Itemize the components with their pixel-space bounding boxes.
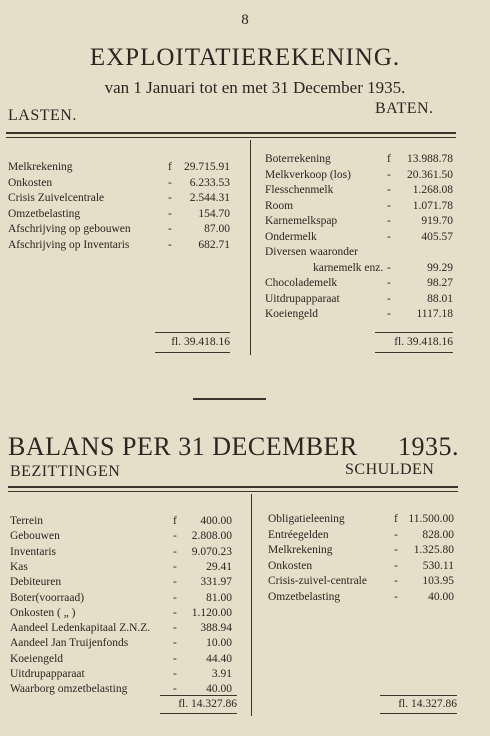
row-label: Afschrijving op gebouwen	[8, 223, 131, 235]
row-amount: 6.233.53	[189, 176, 230, 189]
exploitatie-subtitle: van 1 Januari tot en met 31 December 1935.	[104, 78, 406, 97]
ledger-row	[10, 514, 232, 528]
row-label: Diversen waaronder	[265, 246, 358, 258]
balans-top-rule-2	[8, 491, 458, 492]
row-amount: 29.41	[206, 560, 232, 573]
bezittingen-header: BEZITTINGEN	[10, 463, 121, 480]
row-currency-sign: -	[387, 230, 391, 243]
row-label: Melkverkoop (los)	[265, 168, 351, 181]
row-amount: 20.361.50	[407, 168, 453, 181]
row-label: Melkrekening	[8, 161, 73, 173]
row-amount: 1.325.80	[413, 544, 454, 556]
row-amount: 88.01	[427, 292, 453, 305]
row-currency-sign: -	[387, 308, 391, 320]
row-currency-sign: -	[387, 215, 391, 227]
lasten-total: fl. 39.418.16	[171, 336, 230, 348]
row-label: Melkrekening	[268, 544, 333, 556]
ledger-row	[265, 199, 453, 213]
balans-year: 1935.	[398, 432, 459, 461]
row-currency-sign: f	[394, 513, 398, 525]
ledger-row	[10, 667, 232, 681]
ledger-row	[268, 512, 454, 526]
exploitatie-top-rule-2	[6, 137, 456, 138]
ledger-row	[265, 168, 453, 182]
bezittingen-total-underline	[160, 713, 237, 714]
row-label: Koeiengeld	[265, 308, 319, 320]
ledger-row	[10, 529, 232, 543]
lasten-total-underline	[155, 352, 230, 353]
row-label: Aandeel Jan Truijenfonds	[10, 637, 129, 650]
row-label: Koeiengeld	[10, 652, 64, 665]
row-currency-sign: -	[173, 530, 177, 543]
row-label: Room	[265, 199, 294, 212]
row-amount: 10.00	[206, 637, 232, 650]
row-currency-sign: -	[168, 192, 172, 204]
row-label: Onkosten	[8, 176, 53, 189]
row-label: Kas	[10, 560, 28, 573]
row-currency-sign: -	[168, 223, 172, 235]
ledger-row	[265, 307, 453, 321]
page-number: 8	[241, 12, 249, 28]
row-currency-sign: -	[173, 576, 177, 589]
row-label: Flesschenmelk	[265, 184, 334, 196]
row-amount: 9.070.23	[191, 545, 232, 558]
balans-divider	[251, 494, 252, 716]
baten-total-underline	[375, 352, 453, 353]
exploitatie-divider	[250, 140, 251, 355]
ledger-row	[268, 590, 454, 604]
row-amount: 13.988.78	[407, 153, 453, 165]
row-label: Ondermelk	[265, 230, 317, 243]
row-amount: 400.00	[200, 515, 232, 527]
ledger-row	[268, 528, 454, 542]
ledger-row	[10, 545, 232, 559]
row-currency-sign: -	[173, 622, 177, 635]
ledger-row	[8, 222, 230, 236]
ledger-row	[265, 245, 453, 259]
exploitatie-title: EXPLOITATIEREKENING.	[89, 44, 401, 71]
row-amount: 99.29	[427, 261, 453, 274]
row-amount: 44.40	[206, 652, 232, 665]
row-label: Entréegelden	[268, 528, 329, 541]
row-currency-sign: f	[168, 161, 172, 173]
balans-top-rule	[8, 486, 458, 488]
row-label: Chocolademelk	[265, 277, 338, 289]
row-amount: 530.11	[422, 559, 454, 572]
row-amount: 388.94	[200, 622, 232, 635]
row-label: Crisis Zuivelcentrale	[8, 192, 105, 204]
row-currency-sign: -	[394, 559, 398, 572]
row-label: Uitdrupapparaat	[10, 668, 85, 680]
row-currency-sign: -	[168, 207, 172, 220]
lasten-total-rule	[155, 332, 230, 333]
row-amount: 11.500.00	[408, 513, 454, 525]
row-amount: 98.27	[427, 277, 453, 289]
ledger-row	[265, 152, 453, 166]
row-label: Debiteuren	[10, 576, 62, 589]
row-label: Aandeel Ledenkapitaal Z.N.Z.	[10, 622, 151, 635]
schulden-total-rule	[380, 695, 457, 696]
row-amount: 1.268.08	[412, 184, 453, 196]
ledger-row	[10, 606, 232, 620]
balans-title: BALANS PER 31 DECEMBER	[8, 432, 358, 461]
row-amount: 1117.18	[416, 308, 453, 320]
row-currency-sign: -	[387, 168, 391, 181]
row-currency-sign: -	[173, 545, 177, 558]
bezittingen-total: fl. 14.327.86	[178, 698, 237, 710]
row-amount: 40.00	[428, 590, 454, 603]
schulden-total: fl. 14.327.86	[398, 698, 457, 710]
row-currency-sign: -	[394, 544, 398, 556]
row-amount: 81.00	[206, 591, 232, 604]
row-amount: 2.808.00	[191, 530, 232, 543]
row-currency-sign: -	[387, 261, 391, 274]
row-currency-sign: -	[173, 606, 177, 619]
ledger-row	[10, 591, 232, 605]
baten-header: BATEN.	[375, 100, 434, 117]
row-label: Gebouwen	[10, 530, 60, 543]
row-currency-sign: -	[173, 637, 177, 650]
row-label: karnemelk enz.	[313, 261, 384, 274]
row-amount: 1.120.00	[191, 606, 232, 619]
row-amount: 2.544.31	[189, 192, 230, 204]
row-label: Terrein	[10, 515, 44, 527]
exploitatie-top-rule	[6, 132, 456, 134]
row-currency-sign: f	[173, 515, 177, 527]
row-label: Boterrekening	[265, 153, 331, 165]
row-amount: 682.71	[198, 238, 230, 251]
row-amount: 40.00	[206, 683, 232, 696]
row-currency-sign: -	[387, 292, 391, 305]
row-currency-sign: -	[394, 528, 398, 541]
section-separator	[193, 398, 266, 400]
row-label: Onkosten	[268, 559, 313, 572]
baten-total-rule	[375, 332, 453, 333]
row-amount: 1.071.78	[412, 199, 453, 212]
row-amount: 154.70	[198, 207, 230, 220]
row-currency-sign: -	[168, 238, 172, 251]
row-amount: 103.95	[422, 575, 454, 587]
ledger-row	[10, 560, 232, 574]
baten-total: fl. 39.418.16	[394, 336, 453, 348]
bezittingen-total-rule	[160, 695, 237, 696]
row-amount: 331.97	[200, 576, 232, 589]
row-currency-sign: -	[168, 176, 172, 189]
row-label: Uitdrupapparaat	[265, 292, 340, 305]
ledger-row	[8, 207, 230, 221]
ledger-row	[268, 574, 454, 588]
row-label: Omzetbelasting	[268, 590, 341, 603]
ledger-row	[10, 652, 232, 666]
row-currency-sign: -	[173, 683, 177, 696]
row-label: Onkosten ( „ )	[10, 606, 76, 619]
row-amount: 3.91	[211, 668, 232, 680]
row-label: Crisis-zuivel-centrale	[268, 575, 367, 587]
row-currency-sign: -	[394, 590, 398, 603]
row-currency-sign: -	[173, 560, 177, 573]
row-amount: 87.00	[204, 223, 230, 235]
ledger-row	[265, 230, 453, 244]
ledger-row	[265, 183, 453, 197]
row-label: Omzetbelasting	[8, 207, 81, 220]
row-amount: 919.70	[421, 215, 453, 227]
row-currency-sign: -	[387, 277, 391, 289]
balans-title-row	[8, 432, 478, 462]
row-currency-sign: -	[173, 668, 177, 680]
schulden-header: SCHULDEN	[345, 461, 435, 478]
lasten-header: LASTEN.	[8, 107, 77, 124]
row-label: Karnemelkspap	[265, 215, 338, 227]
ledger-row	[268, 559, 454, 573]
ledger-row	[10, 575, 232, 589]
row-amount: 29.715.91	[184, 161, 230, 173]
row-currency-sign: -	[394, 575, 398, 587]
ledger-row	[265, 276, 453, 290]
ledger-row	[8, 176, 230, 190]
row-label: Boter(voorraad)	[10, 591, 85, 604]
row-currency-sign: -	[173, 652, 177, 665]
row-label: Waarborg omzetbelasting	[10, 683, 128, 696]
row-label: Obligatieleening	[268, 513, 345, 525]
ledger-row	[265, 261, 453, 275]
row-currency-sign: -	[387, 184, 391, 196]
row-label: Afschrijving op Inventaris	[8, 238, 130, 251]
row-currency-sign: -	[173, 591, 177, 604]
row-label: Inventaris	[10, 545, 56, 558]
row-amount: 405.57	[421, 230, 453, 243]
ledger-row	[8, 191, 230, 205]
ledger-row	[10, 621, 232, 635]
ledger-row	[10, 636, 232, 650]
ledger-row	[268, 543, 454, 557]
ledger-row	[8, 160, 230, 174]
ledger-row	[8, 238, 230, 252]
row-amount: 828.00	[422, 528, 454, 541]
schulden-total-underline	[380, 713, 457, 714]
row-currency-sign: f	[387, 153, 391, 165]
ledger-row	[265, 214, 453, 228]
ledger-row	[265, 292, 453, 306]
row-currency-sign: -	[387, 199, 391, 212]
